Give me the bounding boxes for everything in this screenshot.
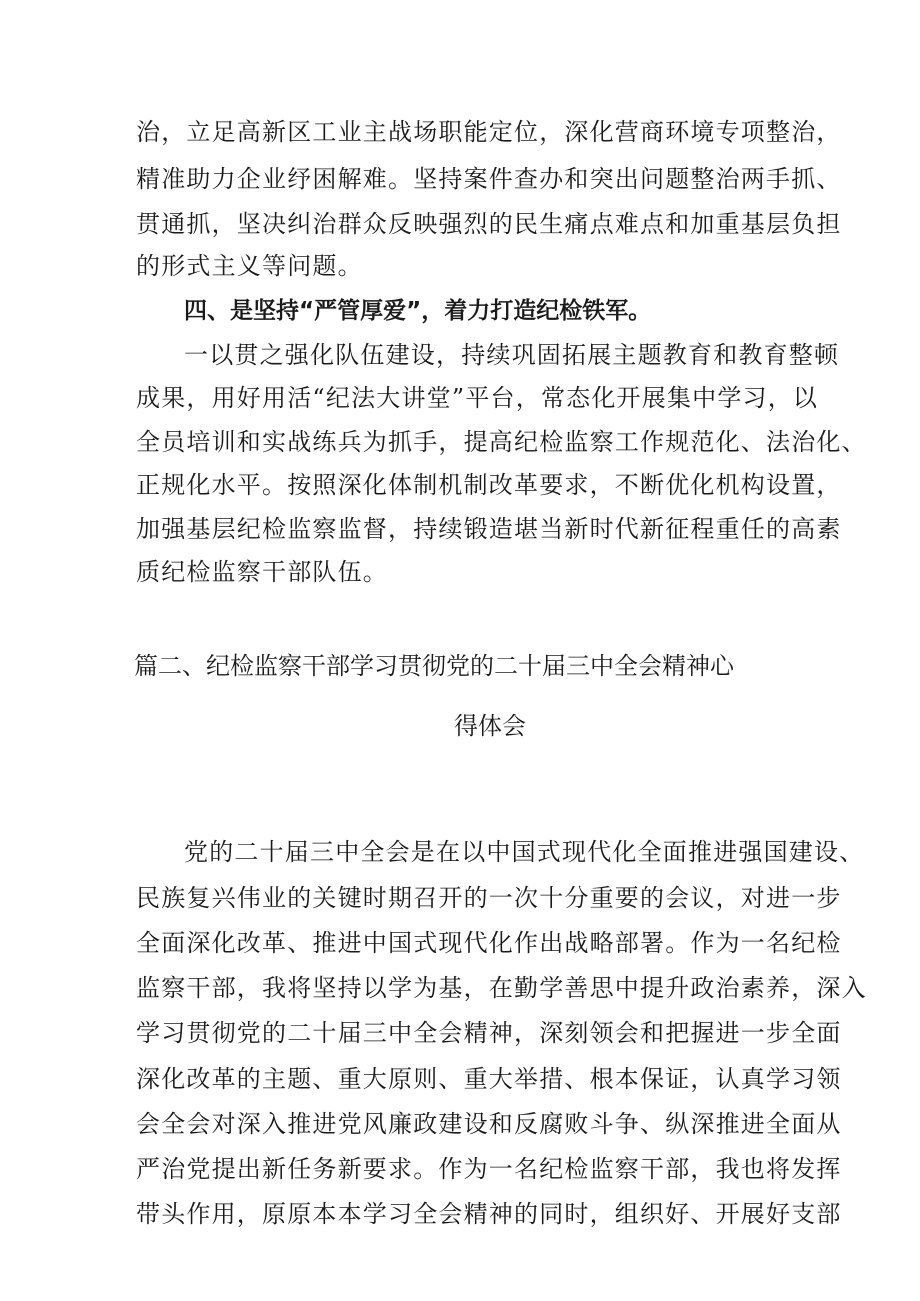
text-line: 全面深化改革、推进中国式现代化作出战略部署。作为一名纪检: [136, 929, 842, 957]
text-line: 监察干部，我将坚持以学为基，在勤学善思中提升政治素养，深入: [136, 974, 867, 1002]
text-line: 严治党提出新任务新要求。作为一名纪检监察干部，我也将发挥: [136, 1155, 842, 1183]
text-line: 全员培训和实战练兵为抓手，提高纪检监察工作规范化、法治化、: [136, 428, 867, 456]
text-line: 加强基层纪检监察监督，持续锻造堪当新时代新征程重任的高素: [136, 515, 842, 543]
text-line: 贯通抓，坚决纠治群众反映强烈的民生痛点难点和加重基层负担: [136, 210, 842, 238]
text-line: 质纪检监察干部队伍。: [136, 558, 388, 586]
article-title-line2: 得体会: [454, 712, 526, 740]
article-title-line1: 篇二、纪检监察干部学习贯彻党的二十届三中全会精神心: [134, 652, 734, 680]
text-line: 带头作用，原原本本学习全会精神的同时，组织好、开展好支部: [136, 1200, 842, 1228]
text-line: 学习贯彻党的二十届三中全会精神，深刻领会和把握进一步全面: [136, 1019, 842, 1047]
section-heading-4: 四、是坚持“严管厚爱”，着力打造纪检铁军。: [184, 298, 652, 324]
text-line: 一以贯之强化队伍建设，持续巩固拓展主题教育和教育整顿: [184, 341, 840, 369]
text-line: 民族复兴伟业的关键时期召开的一次十分重要的会议，对进一步: [136, 884, 842, 912]
text-line: 党的二十届三中全会是在以中国式现代化全面推进强国建设、: [184, 838, 865, 866]
text-line: 治，立足高新区工业主战场职能定位，深化营商环境专项整治，: [136, 118, 842, 146]
text-line: 成果，用好用活“纪法大讲堂”平台，常态化开展集中学习，以: [136, 384, 819, 412]
text-line: 会全会对深入推进党风廉政建设和反腐败斗争、纵深推进全面从: [136, 1110, 842, 1138]
text-line: 深化改革的主题、重大原则、重大举措、根本保证，认真学习领: [136, 1065, 842, 1093]
text-line: 精准助力企业纾困解难。坚持案件查办和突出问题整治两手抓、: [136, 165, 842, 193]
text-line: 正规化水平。按照深化体制机制改革要求，不断优化机构设置，: [136, 471, 842, 499]
text-line: 的形式主义等问题。: [136, 252, 363, 280]
